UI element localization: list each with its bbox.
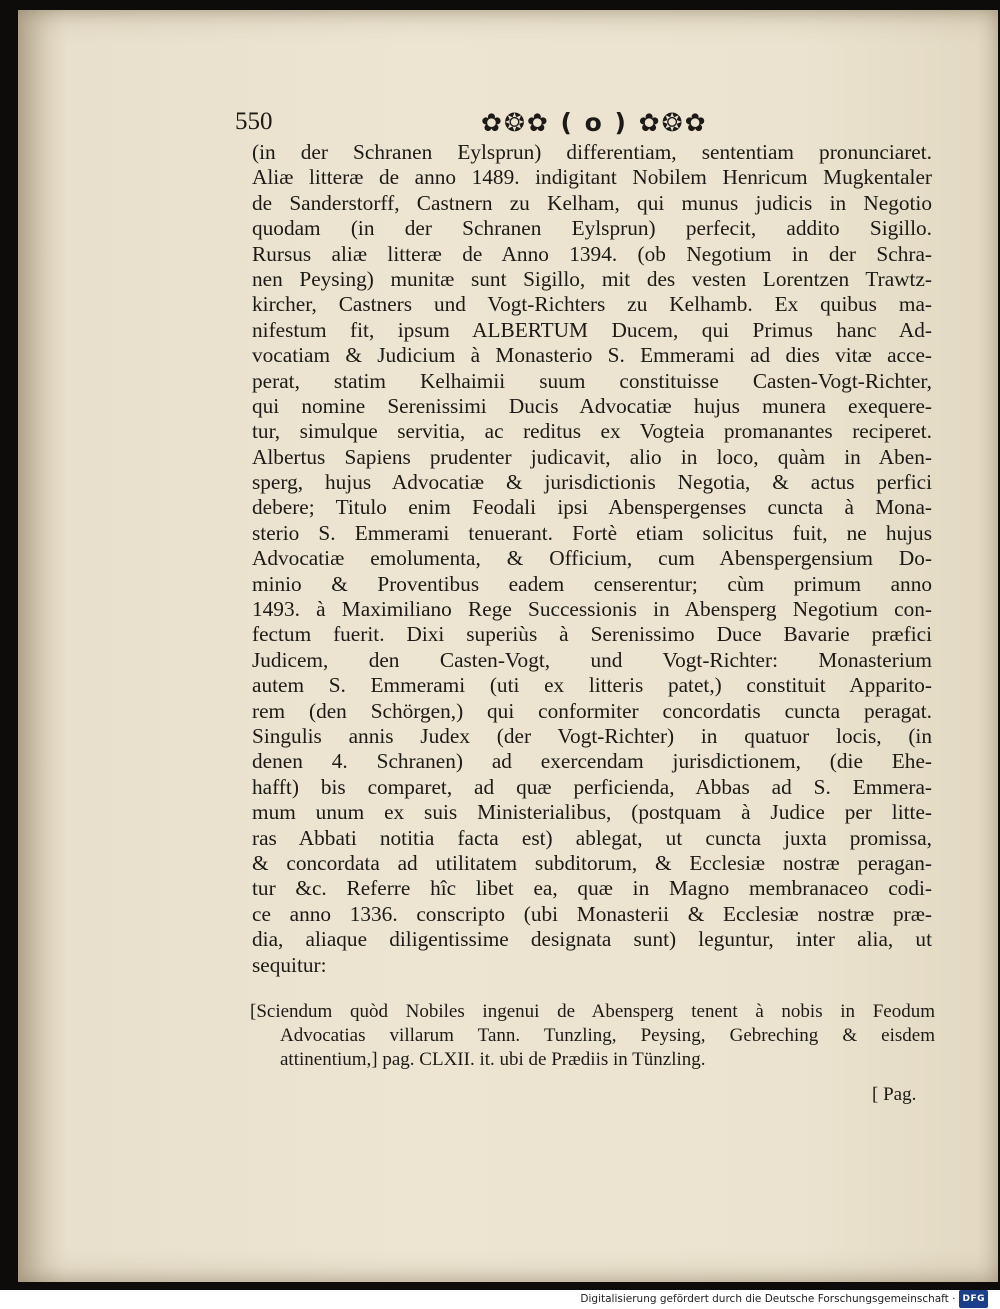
text-line: nen Peysing) munitæ sunt Sigillo, mit des vesten Lorentzen Trawtz- — [252, 266, 932, 291]
text-line: Aliæ litteræ de anno 1489. indigitant Nobilem Henricum Mugkentaler — [252, 165, 932, 190]
text-line: de Sanderstorff, Castnern zu Kelham, qui munus judicis in Negotio — [252, 190, 932, 215]
text-line: Albertus Sapiens prudenter judicavit, alio in loco, quàm in Aben- — [252, 444, 932, 469]
text-line: hafft) bis comparet, ad quæ perficienda, Abbas ad S. Emmera- — [252, 774, 932, 799]
dfg-logo: DFG — [959, 1290, 988, 1308]
text-line: qui nomine Serenissimi Ducis Advocatiæ hujus munera exequere- — [252, 393, 932, 418]
dfg-attribution — [580, 1291, 988, 1307]
text-line: Rursus aliæ litteræ de Anno 1394. (ob Negotium in der Schra- — [252, 241, 932, 266]
text-line: kircher, Castners und Vogt-Richters zu Kelhamb. Ex quibus ma- — [252, 292, 932, 317]
text-line: Singulis annis Judex (der Vogt-Richter) in quatuor locis, (in — [252, 723, 932, 748]
attribution-text: Digitalisierung gefördert durch die Deutsche Forschungsgemeinschaft · — [580, 1293, 956, 1305]
text-line: perat, statim Kelhaimii suum constituisse Casten-Vogt-Richter, — [252, 368, 932, 393]
text-line: 1493. à Maximiliano Rege Successionis in Abensperg Negotium con- — [252, 597, 932, 622]
page-number: 550 — [235, 108, 273, 135]
footnote — [250, 1000, 935, 1072]
text-line: tur, simulque servitia, ac reditus ex Vogteia promanantes reciperet. — [252, 419, 932, 444]
text-line: sperg, hujus Advocatiæ & jurisdictionis Negotia, & actus perfici — [252, 470, 932, 495]
header-ornament: ✿❂✿ ( o ) ✿❂✿ — [481, 108, 708, 137]
text-line: fectum fuerit. Dixi superiùs à Serenissimo Duce Bavarie præfici — [252, 622, 932, 647]
text-line: & concordata ad utilitatem subditorum, & Ecclesiæ nostræ peragan- — [252, 850, 932, 875]
text-line: rem (den Schörgen,) qui conformiter concordatis cuncta peragat. — [252, 698, 932, 723]
body-text — [252, 140, 932, 978]
page-header — [235, 108, 935, 144]
text-line: (in der Schranen Eylsprun) differentiam, sententiam pronunciaret. — [252, 140, 932, 164]
text-line: Judicem, den Casten-Vogt, und Vogt-Richter: Monasterium — [252, 647, 932, 672]
text-line: vocatiam & Judicium à Monasterio S. Emmerami ad dies vitæ acce- — [252, 343, 932, 368]
text-line: autem S. Emmerami (uti ex litteris patet,) constituit Apparito- — [252, 673, 932, 698]
footnote-line: [Sciendum quòd Nobiles ingenui de Abensperg tenent à nobis in Feodum — [250, 1001, 935, 1022]
text-line: dia, aliaque diligentissime designata sunt) leguntur, inter alia, ut — [252, 927, 932, 952]
text-line: sterio S. Emmerami tenuerant. Fortè etiam solicitus fuit, ne hujus — [252, 520, 932, 545]
text-line: debere; Titulo enim Feodali ipsi Abenspergenses cuncta à Mona- — [252, 495, 932, 520]
text-line: minio & Proventibus eadem censerentur; cùm primum anno — [252, 571, 932, 596]
text-line: tur &c. Referre hîc libet ea, quæ in Magno membranaceo codi- — [252, 876, 932, 901]
text-line: mum unum ex suis Ministerialibus, (postquam à Judice per litte- — [252, 800, 932, 825]
catchword: [ Pag. — [872, 1084, 917, 1105]
footnote-line: attinentium,] pag. CLXII. it. ubi de Prædiis in Tünzling. — [280, 1049, 706, 1070]
text-line: denen 4. Schranen) ad exercendam jurisdictionem, (die Ehe- — [252, 749, 932, 774]
text-line: quodam (in der Schranen Eylsprun) perfecit, addito Sigillo. — [252, 216, 932, 241]
footnote-line: Advocatias villarum Tann. Tunzling, Peysing, Gebreching & eisdem — [280, 1025, 935, 1046]
text-line: sequitur: — [252, 952, 327, 977]
text-line: ce anno 1336. conscripto (ubi Monasterii & Ecclesiæ nostræ præ- — [252, 901, 932, 926]
text-line: nifestum fit, ipsum ALBERTUM Ducem, qui Primus hanc Ad- — [252, 317, 932, 342]
text-line: Advocatiæ emolumenta, & Officium, cum Abenspergensium Do- — [252, 546, 932, 571]
text-line: ras Abbati notitia facta est) ablegat, ut cuncta juxta promissa, — [252, 825, 932, 850]
